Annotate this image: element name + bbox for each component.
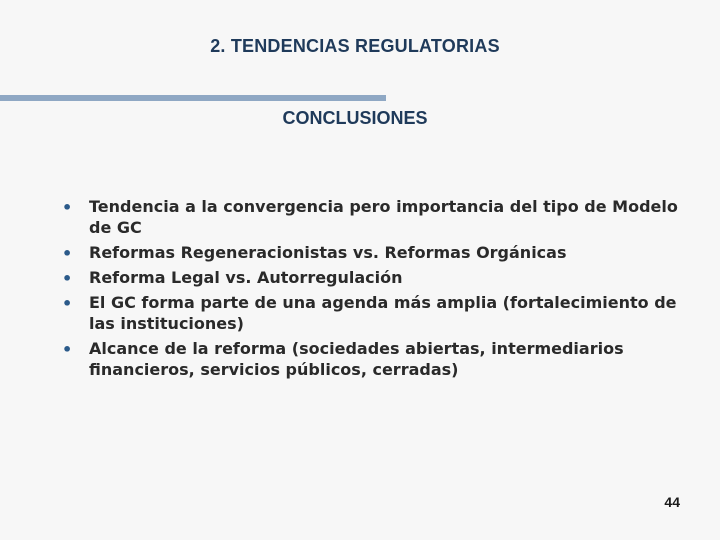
bullet-item <box>60 292 690 334</box>
bullet-text: El GC forma parte de una agenda más amplia (fortalecimiento de las instituciones) <box>89 293 677 333</box>
bullet-item <box>60 196 690 238</box>
bullet-item <box>60 242 690 263</box>
bullet-text: Reforma Legal vs. Autorregulación <box>89 268 403 287</box>
bullet-icon: • <box>62 269 73 288</box>
bullet-item <box>60 338 690 380</box>
bullet-icon: • <box>62 340 73 359</box>
bullet-item <box>60 267 690 288</box>
bullet-icon: • <box>62 198 73 217</box>
page-number: 44 <box>664 494 680 510</box>
slide-title: 2. TENDENCIAS REGULATORIAS <box>210 36 500 56</box>
bullet-text: Reformas Regeneracionistas vs. Reformas Orgánicas <box>89 243 567 262</box>
bullet-text: Tendencia a la convergencia pero importancia del tipo de Modelo de GC <box>89 197 678 237</box>
title-divider <box>0 95 386 101</box>
slide-subtitle: CONCLUSIONES <box>282 108 428 128</box>
bullet-icon: • <box>62 294 73 313</box>
bullet-icon: • <box>62 244 73 263</box>
bullet-text: Alcance de la reforma (sociedades abiertas, intermediarios financieros, servicios públicos, cerradas) <box>89 339 624 379</box>
bullet-list <box>60 196 690 384</box>
